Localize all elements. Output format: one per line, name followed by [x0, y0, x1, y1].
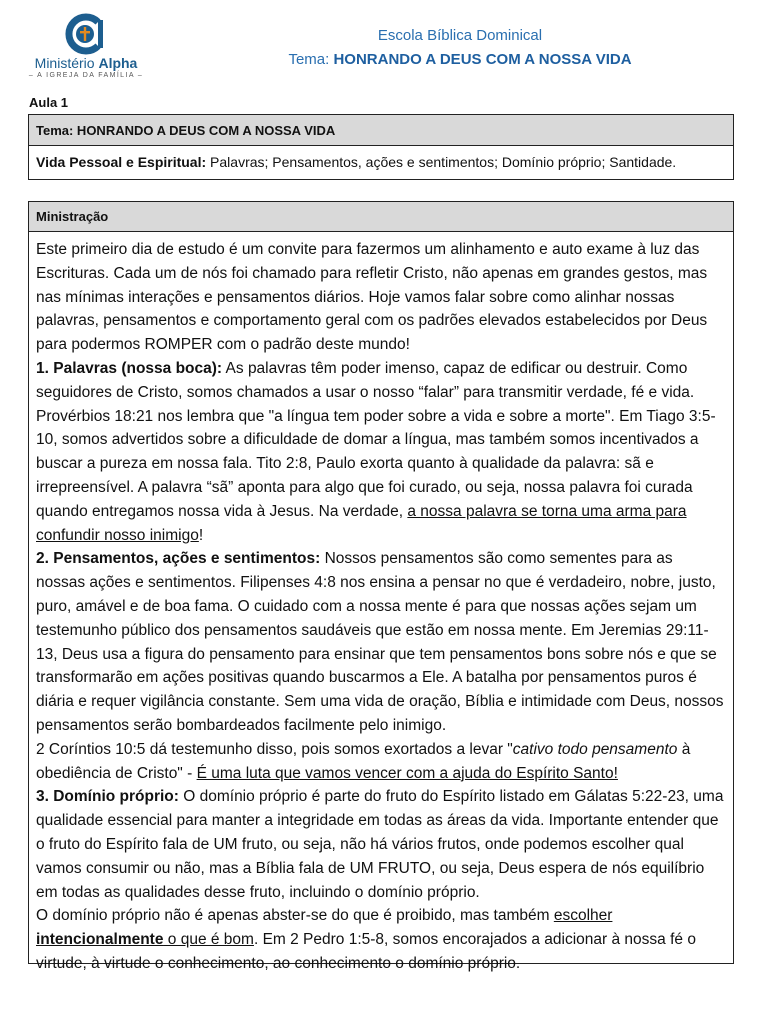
logo-name: Ministério Alpha	[34, 55, 138, 71]
section-thoughts-continued: 2 Coríntios 10:5 dá testemunho disso, pois somos exortados a levar "cativo todo pensamento à obediência de Cristo" - É uma luta que vamos vencer com a ajuda do Espírito Santo!	[36, 740, 691, 782]
ministration-table	[28, 201, 734, 972]
intro-paragraph: Este primeiro dia de estudo é um convite para fazermos um alinhamento e auto exame à luz das Escrituras. Cada um de nós foi chamado para refletir Cristo, não apenas em grandes gestos, mas nas mínimas interações e pensamentos diários. Hoje vamos falar sobre como alinhar nossas palavras, pensamentos e comportamento geral com os padrões elevados estabelecidos por Deus para podermos ROMPER com o padrão deste mundo!	[36, 241, 708, 354]
ministerio-alpha-logo-icon	[64, 14, 108, 54]
lesson-info-table	[28, 114, 734, 180]
section-thoughts: 2. Pensamentos, ações e sentimentos: Nossos pensamentos são como sementes para as nossas ações e sentimentos. Filipenses 4:8 nos ensina a pensar no que é verdadeiro, nobre, justo, puro, amável e de boa fama. O cuidado com a nossa mente é para que nossas ações sejam um testemunho público dos pensamentos saudáveis que estão em nossa mente. Em Jeremias 29:11-13, Deus usa a figura do pensamento para ensinar que tem pensamentos bons sobre nós e que se transformarão em ações positivas quando buscarmos a Ele. A batalha por pensamentos puros é diária e requer vigilância constante. Sem uma vida de oração, Bíblia e intimidade com Deus, nossos pensamentos serão bombardeados facilmente pelo inimigo.	[36, 550, 724, 734]
section-words: 1. Palavras (nossa boca): As palavras têm poder imenso, capaz de edificar ou destruir. Como seguidores de Cristo, somos chamados a usar o nosso “falar” para transmitir verdade, fé e vida. Provérbios 18:21 nos lembra que "a língua tem poder sobre a vida e sobre a morte". Em Tiago 3:5-10, somos advertidos sobre a dificuldade de domar a língua, mas também somos incentivados a buscar a pureza em nossa fala. Tito 2:8, Paulo exorta quanto à qualidade da palavra: sã e irrepreensível. A palavra “sã” aponta para algo que foi curado, ou seja, nossa palavra foi curada quando entregamos nossa vida à Jesus. Na verdade, a nossa palavra se torna uma arma para confundir nosso inimigo!	[36, 359, 716, 544]
school-title: Escola Bíblica Dominical	[377, 27, 543, 44]
section-self-control: 3. Domínio próprio: O domínio próprio é parte do fruto do Espírito listado em Gálatas 5:22-23, uma qualidade essencial para manter a integridade em todas as áreas da vida. Importante entender que o fruto do Espírito fala de UM fruto, ou seja, não há vários frutos, onde podemos escolher qual vamos consumir ou não, mas a Bíblia fala de UM FRUTO, ou seja, Deus espera de nós equilíbrio em todas as qualidades desse fruto, incluindo o domínio próprio.	[36, 788, 724, 901]
lesson-label: Aula 1	[29, 95, 69, 110]
area-row: Vida Pessoal e Espiritual: Palavras; Pensamentos, ações e sentimentos; Domínio próprio; Santidade.	[36, 154, 677, 170]
logo-tagline: – A IGREJA DA FAMÍLIA –	[28, 72, 144, 79]
theme-row: Tema: HONRANDO A DEUS COM A NOSSA VIDA	[29, 115, 733, 146]
header-theme: Tema: HONRANDO A DEUS COM A NOSSA VIDA	[288, 51, 632, 68]
church-logo	[28, 14, 144, 79]
ministration-text	[29, 232, 733, 972]
ministration-heading: Ministração	[29, 202, 733, 232]
section-self-control-continued: O domínio próprio não é apenas abster-se do que é proibido, mas também escolher intencionalmente o que é bom. Em 2 Pedro 1:5-8, somos encorajados a adicionar à nossa fé o virtude, à virtude o conhecimento, ao conhecimento o domínio próprio.	[36, 907, 696, 972]
